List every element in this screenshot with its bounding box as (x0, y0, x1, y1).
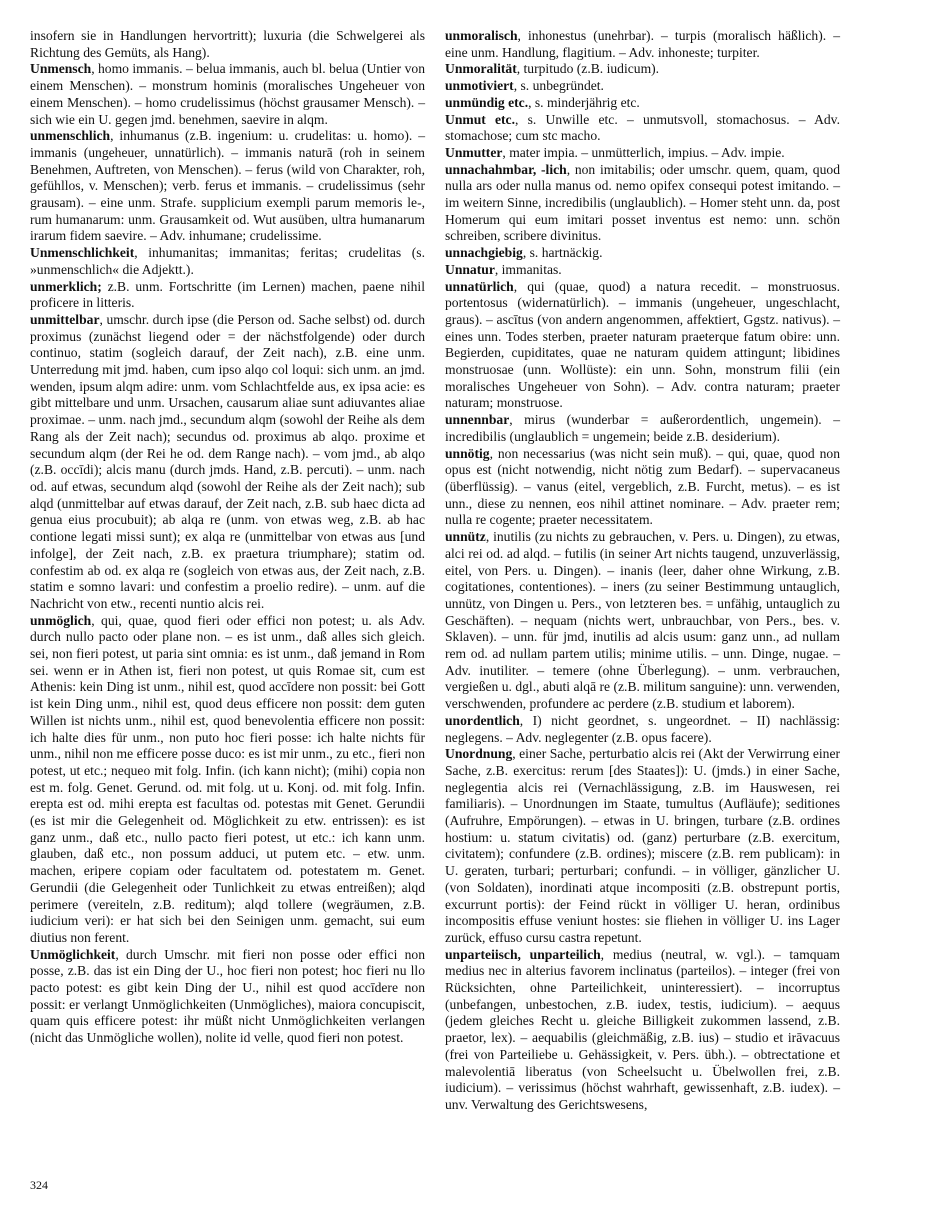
entry-headword: unnütz (445, 529, 486, 545)
dictionary-entry (445, 412, 840, 445)
dictionary-entry (445, 262, 840, 279)
entry-headword: Unmoralität (445, 61, 517, 77)
dictionary-entry (445, 279, 840, 413)
entry-body: , inhumanitas; immanitas; feritas; crudelitas (s. »unmenschlich« die Adjektt.). (30, 245, 425, 277)
entry-body: , immanitas. (494, 261, 562, 277)
dictionary-entry (445, 529, 840, 713)
dictionary-entry (30, 947, 425, 1047)
entry-body: , s. unbegründet. (513, 78, 604, 94)
dictionary-entry (445, 28, 840, 61)
entry-body: , homo immanis. – belua immanis, auch bl. belua (Untier von einem Menschen). – monstrum hominis (moralisches Ungeheuer von einem Menschen). – homo crudelissimus (höchst grausamer Mensch). – sich wie ein U. gegen jmd. benehmen, saevire in alqm. (30, 61, 425, 127)
entry-body: , qui, quae, quod fieri oder effici non potest; u. als Adv. durch nullo pacto oder plane non. – es ist unm., daß alles sich gleich. sei, non fieri potest, ut paria sint omnia: es ist unm., daß jemand in Rom sei. wenn er in Athen ist, fieri non potest, ut quis Romae sit, cum est Athenis: kein Ding ist unm., nihil est, quod accīdere non possit: bei Gott ist kein Ding unm., nihil est, quod deus efficere non possit: dem guten Willen ist nichts unm., nihil est, quod benevolentia efficere non possit: ich halte dies für unm., non puto hoc fieri posse: ich halte nichts für unm., nihil non me efficere posse duco: es ist mir unm., zu etc., fieri non potest, ut etc.; nequeo mit folg. Infin. (ich kann nicht); (mihi) copia non est m. folg. Genet. Gerund. od. mit folg. ut u. Konj. od. mit folg. Infin. erepta est od. mihi erepta est facultas od. potestas mit Genet. Gerundii (es ist mir die Gelegenheit od. Möglichkeit zu etw. entrissen): es ist ganz unm., daß etc., nullo pacto fieri potest, ut etc.: ich kann unm. glauben, daß etc., non possum adduci, ut putem etc. – etw. unm. machen, eripere copiam oder facultatem od. potestatem m. Genet. Gerundii (die Gelegenheit oder Tunlichkeit zu etwas entreißen); alqd perimere (vereiteln, z.B. reditum); alqd tollere (wegräumen, z.B. iudicium veri): er hat sich bei den Seinigen unm. gemacht, sui eum diutius non ferent. (30, 612, 425, 945)
entry-headword: unmittelbar (30, 311, 100, 327)
entry-body: , s. hartnäckig. (522, 245, 603, 261)
entry-headword: unmerklich; (30, 278, 102, 294)
left-column (30, 28, 425, 1047)
dictionary-entry (30, 28, 425, 61)
dictionary-entry (445, 95, 840, 112)
dictionary-entry (445, 61, 840, 78)
entry-headword: Unmenschlichkeit (30, 245, 135, 261)
entry-body: , turpitudo (z.B. iudicum). (516, 61, 660, 77)
entry-headword: unnachgiebig (445, 245, 523, 261)
dictionary-entry (30, 312, 425, 613)
entry-headword: unnennbar (445, 412, 510, 428)
entry-headword: Unmutter (445, 144, 503, 160)
entry-body: , mater impia. – unmütterlich, impius. – Adv. impie. (502, 144, 785, 160)
dictionary-entry (445, 947, 840, 1114)
dictionary-entry (30, 128, 425, 245)
dictionary-entry (445, 162, 840, 246)
entry-body: , inhonestus (unehrbar). – turpis (moralisch häßlich). – eine unm. Handlung, flagitium. – Adv. inhoneste; turpiter. (445, 28, 840, 60)
entry-headword: unnachahmbar, -lich (445, 161, 567, 177)
entry-headword: Unmöglichkeit (30, 946, 116, 962)
entry-headword: unnötig (445, 445, 490, 461)
dictionary-entry (30, 61, 425, 128)
entry-headword: unnatürlich (445, 278, 514, 294)
dictionary-entry (445, 746, 840, 946)
entry-body: , qui (quae, quod) a natura recedit. – monstruosus. portentosus (widernatürlich). – immanis (ungeheuer, ungeschlacht, graus). – ascītus (von andern angenommen, affektiert, Ggstz. nativus). – eines unn. Todes sterben, praeter naturam praeterque fatum obire: unn. Begierden, cupiditates, quae ne naturam quidem attingunt; libidines monstruosae (unn. Wollüste): ein unn. Sohn, monstrum filii (ein moralisches Ungeheuer von Sohn). – Adv. contra naturam; praeter naturam; monstruose. (445, 278, 840, 411)
dictionary-entry (30, 245, 425, 278)
dictionary-entry (445, 245, 840, 262)
entry-headword: unordentlich (445, 712, 520, 728)
entry-headword: Unmut etc. (445, 111, 515, 127)
entry-body: , non imitabilis; oder umschr. quem, quam, quod nulla ars oder nulla manus od. nemo opifex consequi potest imitando. – im weitern Sinne, incredibilis (unglaublich). – Homer steht unn. da, post Homerum qui eum imitari posset inventus est nemo: unn. schön schreiben, scribere divinitus. (445, 161, 840, 244)
dictionary-entry (445, 112, 840, 145)
entry-headword: unmenschlich (30, 128, 111, 144)
entry-body: insofern sie in Handlungen hervortritt); luxuria (die Schwelgerei als Richtung des Gemüts, als Hang). (30, 28, 425, 60)
entry-headword: Unnatur (445, 261, 495, 277)
entry-body: , I) nicht geordnet, s. ungeordnet. – II) nachlässig: neglegens. – Adv. neglegenter (z.B. opus facere). (445, 712, 840, 745)
entry-body: , durch Umschr. mit fieri non posse oder effici non posse, z.B. das ist ein Ding der U., hoc fieri non potest; hoc fieri nu llo pacto potest: es gibt kein Ding der U., nihil est quod accīdere non possit: er verlangt Unmöglichkeiten (Unmögliches), maiora concupiscit, quam quis efficere potest: ihr müßt nicht Unmöglichkeiten verlangen (nicht das Unmögliche wollen), nolite id velle, quod fieri non potest. (30, 946, 425, 1046)
entry-headword: unmotiviert (445, 78, 514, 94)
page-number: 324 (30, 1178, 48, 1192)
dictionary-entry (30, 613, 425, 947)
entry-body: , umschr. durch ipse (die Person od. Sache selbst) od. durch proximus (zunächst liegend oder = der nächstfolgende) oder durch continuo, statim (sogleich darauf, der Zeit nach), z.B. eine unm. Unterredung mit jmd. haben, cum ipso alqo col loqui: sich unm. an jmd. wenden, ipsum alqm adire: unm. vom Schlachtfelde aus, ex ipsa acie: es gibt mittelbare und unm. Ursachen, causarum aliae sunt adiuvantes aliae proximae. – unm. nach jmd., secundum alqm (sowohl der Reihe als dem Rang als der Zeit nach); secundus od. proximus ab alqo. proxime et secundum alqm (der Rei he od. dem Range nach). – vom jmd., ab alqo (z.B. occīdi); alcis manu (durch jmds. Hand, z.B. percuti). – unm. nach od. auf etwas, secundum alqd (sowohl der Reihe als der Zeit nach); sub alqd (unmittelbar auf etwas darauf, der Zeit nach, z.B. sub haec dicta ad genua eius procubuit); ab alqa re (unm. von etwas weg, z.B. ab hac contione legati missi sunt); ex alqa re (unmittelbar von etwas aus [und infolge], der Zeit nach, z.B. ex praetura triumphare); statim od. confestim ab od. ex alqa re (sogleich von etwas aus, der Zeit nach, z.B. statim e somno lavari: und confestim a proelio redire). – unm. auf die Nachricht von etw., recenti nuntio alcis rei. (30, 311, 425, 611)
entry-body: , non necessarius (was nicht sein muß). – qui, quae, quod non opus est (nicht notwendig, nicht nötig zum Bedarf). – supervacaneus (überflüssig). – vanus (eitel, vergeblich, z.B. Furcht, metus). – es ist unn., diese zu nennen, eos nihil attinet nominare. – Adv. praeter rem; nulla re cogente; praeter necessitatem. (445, 445, 840, 528)
dictionary-entry (445, 78, 840, 95)
entry-body: z.B. unm. Fortschritte (im Lernen) machen, paene nihil proficere in litteris. (30, 278, 425, 311)
entry-body: , s. minderjährig etc. (528, 94, 640, 110)
dictionary-entry (30, 279, 425, 312)
entry-body: , einer Sache, perturbatio alcis rei (Akt der Verwirrung einer Sache, z.B. exercitus: rerum [des Staates]): U. (jmds.) in einer Sache, neglegentia alcis rei (Vernachlässigung, z.B. im Hauswesen, rei familiaris). – Unordnungen im Staate, tumultus (Aufläufe); seditiones (Aufruhre, Empörungen). – etwas in U. bringen, turbare (z.B. ordines hostium: u. statum civitatis) od. (ganz) perturbare (z.B. exercitum, civitatem); confundere (z.B. ordines); miscere (z.B. rem publicam): in U. geraten, turbari; perturbari; confundi. – in völliger, gänzlicher U. (von Soldaten), inordinati atque incompositi (z.B. obstrepunt portis, excurrunt portis): der Feind rückt in völliger U. heran, ordinibus incompositis effuse veniunt hostes: sie fliehen in völliger U. ins Lager zurück, effuso cursu castra repetunt. (445, 746, 840, 945)
dictionary-entry (445, 713, 840, 746)
entry-body: , inhumanus (z.B. ingenium: u. crudelitas: u. homo). – immanis (ungeheuer, unnatürlich). – immanis naturā (roh in seinem Benehmen, Auftreten, von Menschen). – ferus (wild von Charakter, roh, gefühllos, v. Menschen); verb. ferus et immanis. – crudelissimus (sehr grausam). – eine unm. Strafe. supplicium exempli parum memoris le-, rum humanarum: unm. Grausamkeit od. Wut ausüben, ultra humanarum irarum fidem saevire. – Adv. inhumane; crudelissime. (30, 128, 425, 244)
entry-headword: unmündig etc. (445, 94, 529, 110)
dictionary-entry (445, 145, 840, 162)
entry-body: , s. Unwille etc. – unmutsvoll, stomachosus. – Adv. stomachose; cum stc macho. (445, 111, 840, 144)
entry-headword: Unordnung (445, 746, 513, 762)
entry-headword: unmoralisch (445, 28, 518, 43)
entry-headword: Unmensch (30, 61, 92, 77)
right-column (445, 28, 840, 1114)
entry-body: , inutilis (zu nichts zu gebrauchen, v. Pers. u. Dingen), zu etwas, alci rei od. ad alqd. – futilis (in seiner Art nichts taugend, unzuverlässig, eitel, von Pers. u. Dingen). – inanis (leer, daher ohne Wirkung, z.B. cogitationes, contentiones). – iners (zu seiner Bestimmung untauglich, unnütz, von Dingen u. Pers., von letzteren bes. = unfähig, untauglich zu Geschäften). – nequam (nichts wert, unbrauchbar, von Pers., bes. v. Sklaven). – unn. für jmd, inutilis ad alcis usum: ganz unn., ad nullam rem od. ad nullam partem utilis; minime utilis. – unn. Dinge, nugae. – Adv. inutiliter. – temere (ohne Überlegung). – unm. verbrauchen, vergießen u. dgl., abuti alqā re (z.B. militum sanguine): unn. verwenden, verschwenden, profundere ac perdere (z.B. studium et laborem). (445, 529, 840, 712)
entry-body: , mirus (wunderbar = außerordentlich, ungemein). – incredibilis (unglaublich = ungemein; beide z.B. desiderium). (445, 412, 840, 444)
dictionary-entry (445, 446, 840, 530)
entry-body: , medius (neutral, w. vgl.). – tamquam medius nec in alterius favorem inclinatus (parteilos). – integer (frei von Rücksichten, ohne Parteilichkeit, uninteressiert). – incorruptus (unbefangen, unbestochen, z.B. iudex, testis, iudicium). – aequus (jedem gleiches Recht u. gleiche Billigkeit zukommen lassend, z.B. praetor, lex). – aequabilis (gleichmäßig, z.B. ius) – studio et irāvacuus (frei von Parteiliebe u. Gehässigkeit, v. Pers. übh.). – obtrectatione et malevolentiā liberatus (von Scheelsucht u. Übelwollen frei, z.B. iudicium). – verissimus (höchst wahrhaft, gewissenhaft, z.B. iudex). – unv. Verwaltung des Gerichtswesens, (445, 946, 840, 1112)
entry-headword: unparteiisch, unparteilich (445, 946, 601, 962)
entry-headword: unmöglich (30, 612, 92, 628)
